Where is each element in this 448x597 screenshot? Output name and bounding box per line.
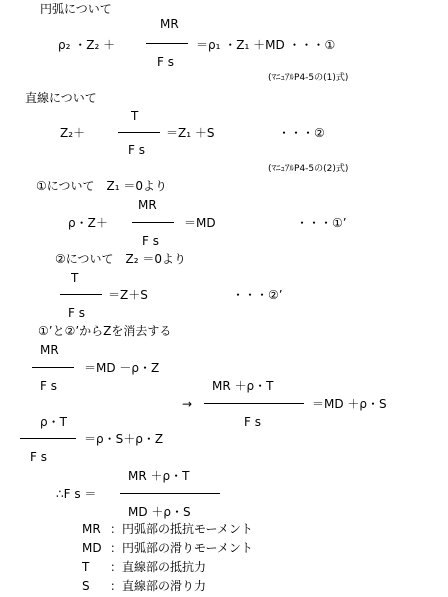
eq2-note: (ﾏﾆｭｱﾙP4-5の(2)式) — [268, 164, 349, 174]
eq4-denominator: F s — [68, 306, 85, 320]
eq6-denominator: F s — [30, 450, 47, 464]
eq1-rhs: ＝ρ₁ ・Z₁ ＋MD ・・・① — [196, 38, 336, 52]
eq5b-rhs: ＝MD ＋ρ・S — [312, 397, 387, 411]
eq4-rhs: ＝Z＋S — [108, 288, 148, 302]
legend-desc: ：円弧部の抵抗モーメント — [110, 522, 253, 536]
heading-arc: 円弧について — [40, 2, 112, 16]
result-fraction-bar — [120, 493, 220, 494]
eq2-numerator: T — [131, 109, 139, 123]
legend-desc: ：直線部の抵抗力 — [110, 560, 207, 574]
eq2-rhs: ＝Z₁ ＋S — [166, 126, 215, 140]
eq5-numerator: MR — [40, 343, 59, 357]
legend-sym: MR — [82, 522, 101, 536]
eq1-fraction-bar — [146, 43, 188, 44]
eq5b-denominator: F s — [244, 415, 261, 429]
eq2-lhs: Z₂＋ — [60, 126, 86, 140]
eliminate-text: ①’と②’からZを消去する — [38, 324, 172, 338]
eq2-fraction-bar — [118, 132, 160, 133]
legend-desc: ：円弧部の滑りモーメント — [110, 541, 253, 555]
eq3-numerator: MR — [138, 198, 157, 212]
eq4-fraction-bar — [60, 294, 102, 295]
eq5b-fraction-bar — [204, 403, 304, 404]
eq1-lhs: ρ₂ ・Z₂ ＋ — [58, 38, 116, 52]
condition-1: ①について Z₁ ＝0より — [36, 179, 167, 193]
eq3-rhs: ＝MD — [184, 216, 216, 230]
eq3-lhs: ρ・Z＋ — [68, 216, 108, 230]
legend-desc: ：直線部の滑り力 — [110, 579, 207, 593]
arrow-icon: → — [182, 397, 193, 411]
legend-sym: S — [82, 579, 90, 593]
eq5-rhs: ＝MD －ρ・Z — [84, 361, 160, 375]
eq2-denominator: F s — [128, 143, 145, 157]
eq1-note: (ﾏﾆｭｱﾙP4-5の(1)式) — [268, 73, 349, 83]
eq3-fraction-bar — [132, 222, 174, 223]
result-lhs: ∴F s ＝ — [56, 487, 97, 501]
eq4-numerator: T — [71, 271, 79, 285]
eq3-denominator: F s — [142, 234, 159, 248]
eq5-fraction-bar — [32, 367, 74, 368]
eq1-denominator: F s — [157, 55, 174, 69]
eq6-rhs: ＝ρ・S＋ρ・Z — [84, 432, 164, 446]
eq2-dots: ・・・② — [278, 126, 325, 140]
heading-line: 直線について — [25, 91, 97, 105]
condition-2: ②について Z₂ ＝0より — [55, 252, 186, 266]
result-denominator: MD ＋ρ・S — [128, 505, 191, 519]
result-numerator: MR ＋ρ・T — [128, 469, 190, 483]
legend-sym: T — [82, 560, 90, 574]
eq4-dots: ・・・②’ — [232, 288, 283, 302]
eq5-denominator: F s — [40, 379, 57, 393]
eq3-dots: ・・・①’ — [296, 216, 347, 230]
eq5b-numerator: MR ＋ρ・T — [212, 379, 274, 393]
eq6-numerator: ρ・T — [40, 415, 67, 429]
legend-sym: MD — [82, 541, 102, 555]
eq6-fraction-bar — [20, 438, 76, 439]
eq1-numerator: MR — [160, 17, 179, 31]
